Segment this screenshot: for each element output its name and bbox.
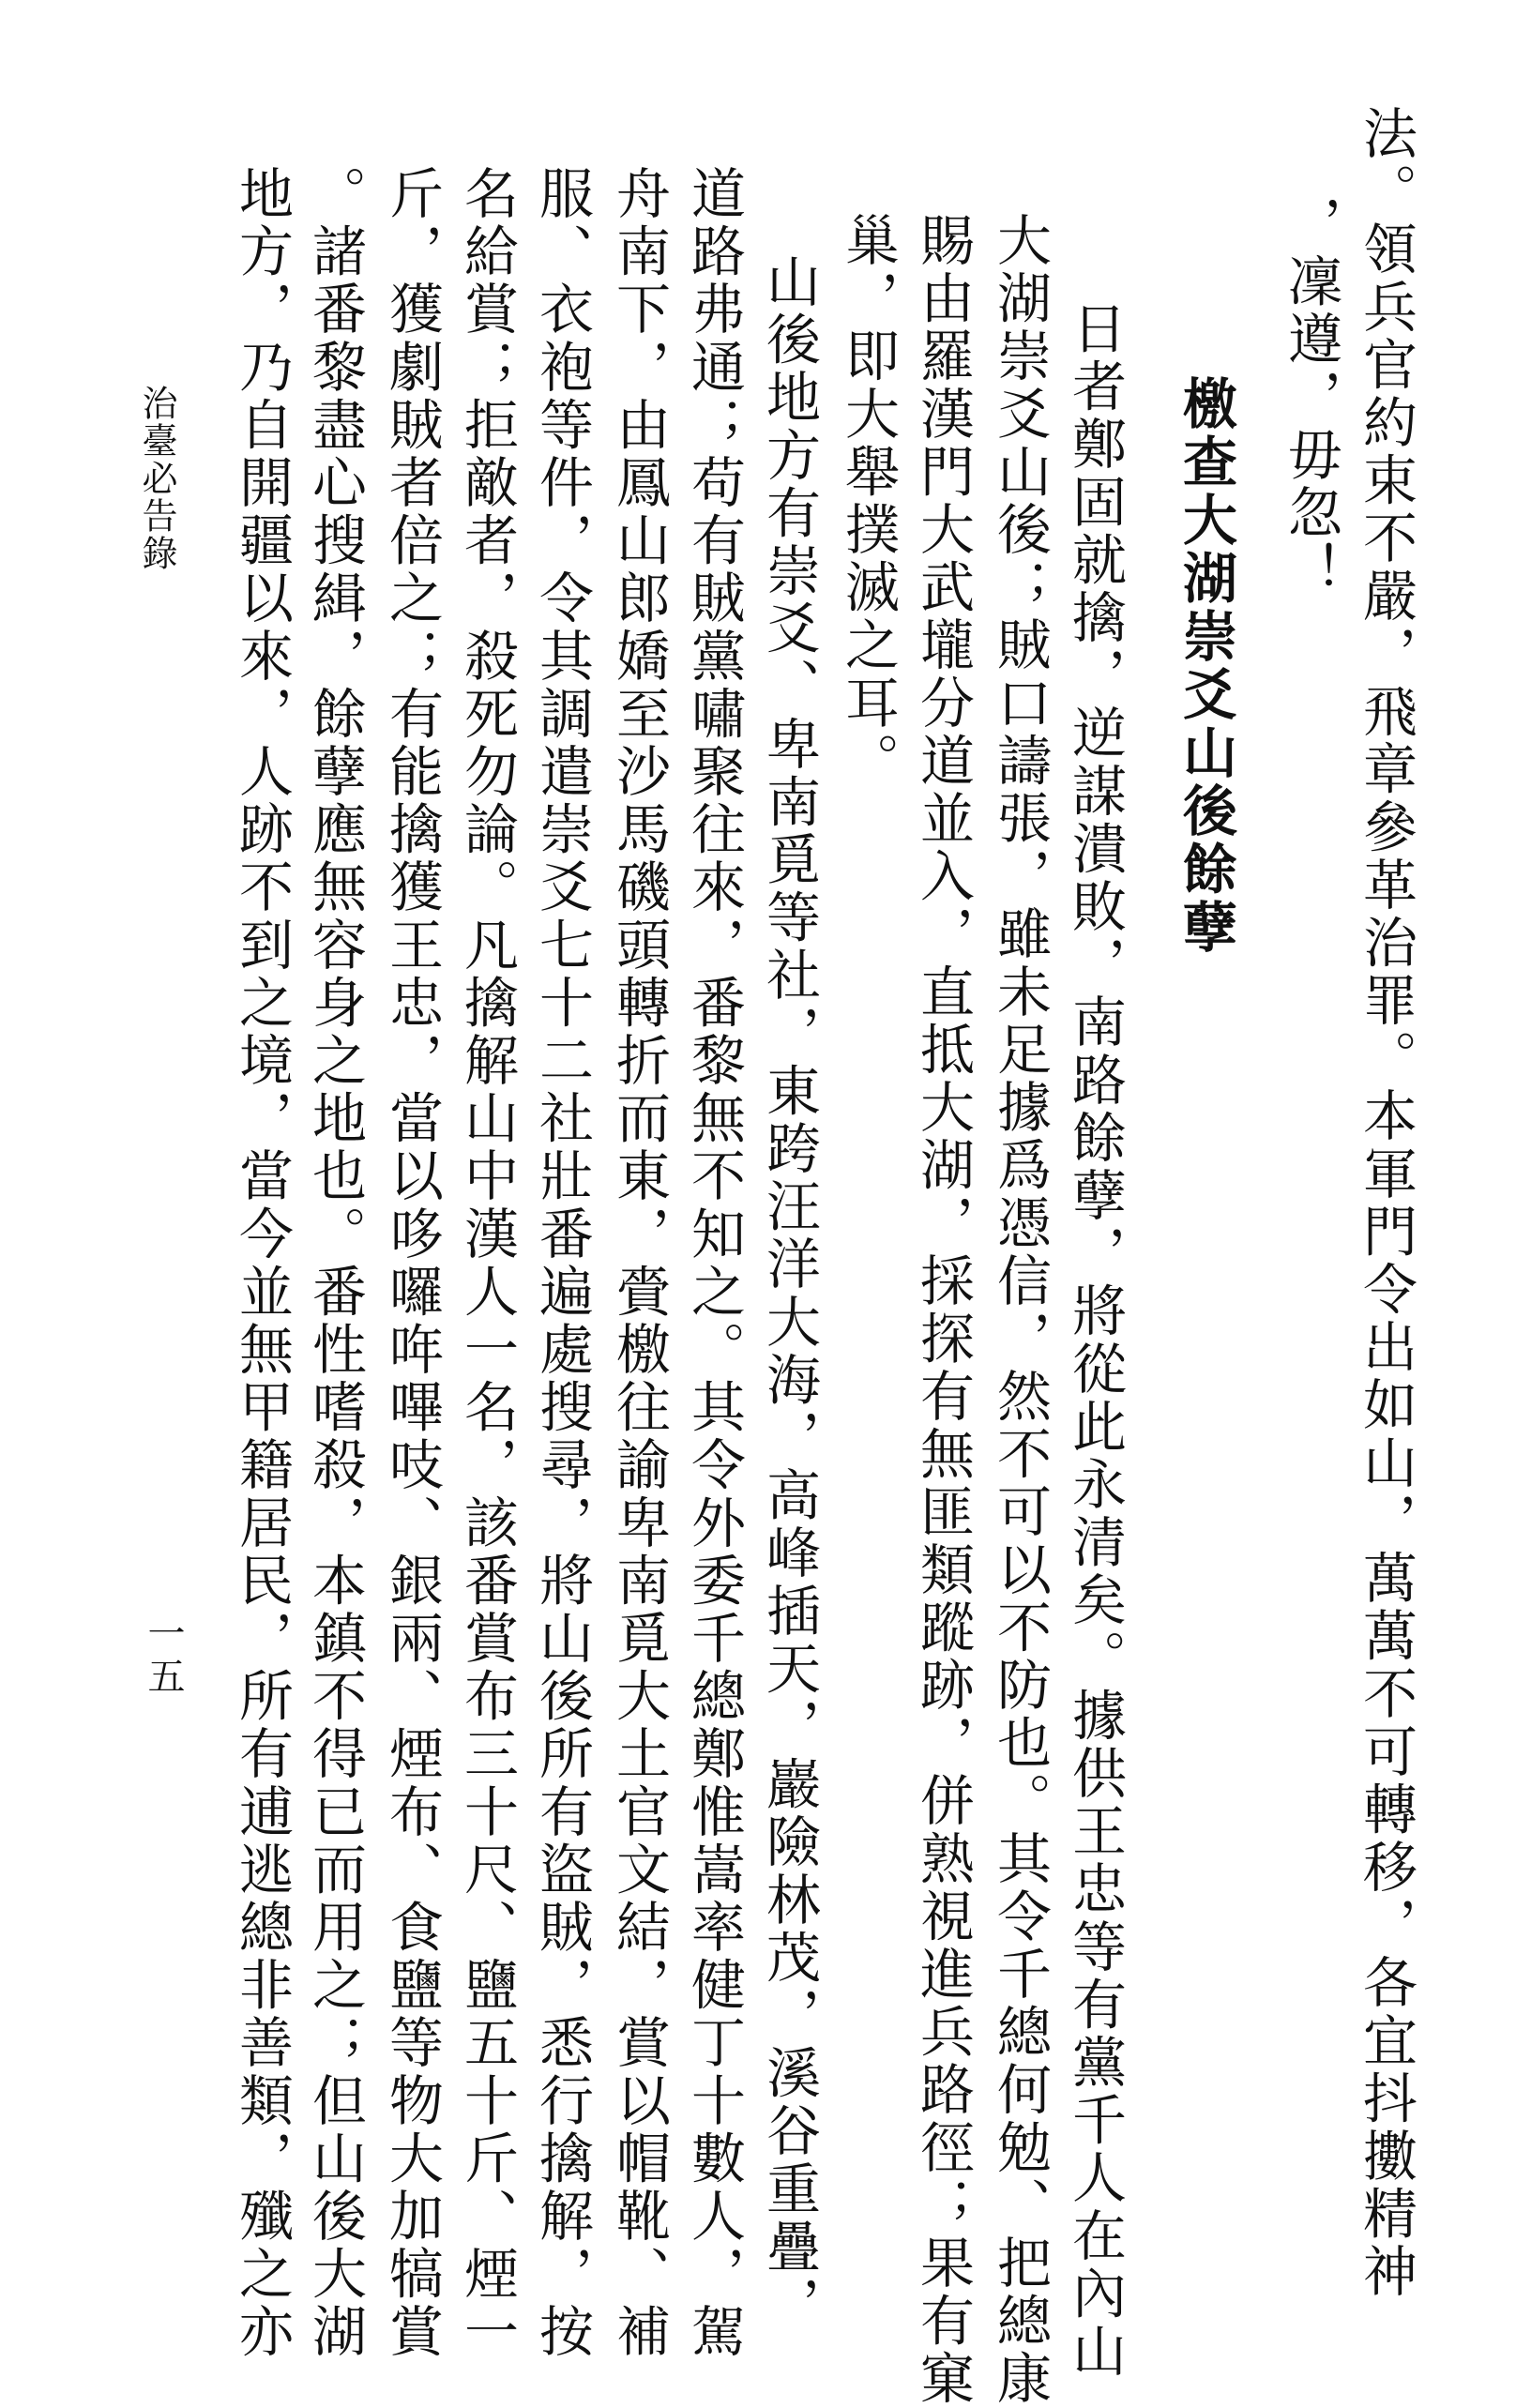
text-column-14: 。諸番黎盡心搜緝，餘孽應無容身之地也。番性嗜殺，本鎮不得已而用之；但山後大湖 — [303, 165, 367, 2361]
book-title: 治臺必告錄 — [136, 385, 177, 572]
text-column-1: 法。領兵官約束不嚴，飛章參革治罪。本軍門令出如山，萬萬不可轉移，各宜抖擻精神 — [1354, 105, 1417, 2301]
text-column-13: 斤，獲劇賊者倍之；有能擒獲王忠，當以哆囉哖嗶吱、銀兩、煙布、食鹽等物大加犒賞 — [380, 165, 444, 2361]
page-number: 一五 — [142, 1613, 185, 1700]
text-column-4: 日者鄭固就擒，逆謀潰敗，南路餘孽，將從此永清矣。據供王忠等有黨千人在內山 — [1063, 300, 1127, 2381]
text-column-10: 舟南下，由鳳山郎嬌至沙馬磯頭轉折而東，賫檄往諭卑南覓大土官文結，賞以帽靴、補 — [607, 165, 671, 2361]
text-column-6: 賜由羅漢門大武壠分道並入，直抵大湖，採探有無匪類蹤跡，併熟視進兵路徑；果有窠 — [911, 212, 975, 2408]
text-column-15: 地方，乃自開疆以來，人跡不到之境，當今並無甲籍居民，所有逋逃總非善類，殲之亦 — [230, 165, 294, 2361]
text-column-2: ，凜遵，毋忽！ — [1279, 195, 1342, 600]
text-column-7: 巢，即大舉撲滅之耳。 — [836, 212, 900, 790]
section-heading: 檄查大湖崇爻山後餘孽 — [1174, 375, 1237, 957]
text-column-9: 道路弗通；苟有賊黨嘯聚往來，番黎無不知之。其令外委千總鄭惟嵩率健丁十數人，駕 — [682, 165, 746, 2361]
text-column-5: 大湖崇爻山後；賊口譸張，雖未足據爲憑信，然不可以不防也。其令千總何勉、把總康 — [988, 212, 1052, 2408]
text-column-8: 山後地方有崇爻、卑南覓等社，東跨汪洋大海，高峰插天，巖險林茂，溪谷重疊， — [757, 253, 821, 2334]
text-column-11: 服、衣袍等件，令其調遣崇爻七十二社壯番遍處搜尋，將山後所有盜賊，悉行擒解，按 — [530, 165, 594, 2361]
text-column-12: 名給賞；拒敵者，殺死勿論。凡擒解山中漢人一名，該番賞布三十尺、鹽五十斤、煙一 — [455, 165, 519, 2361]
